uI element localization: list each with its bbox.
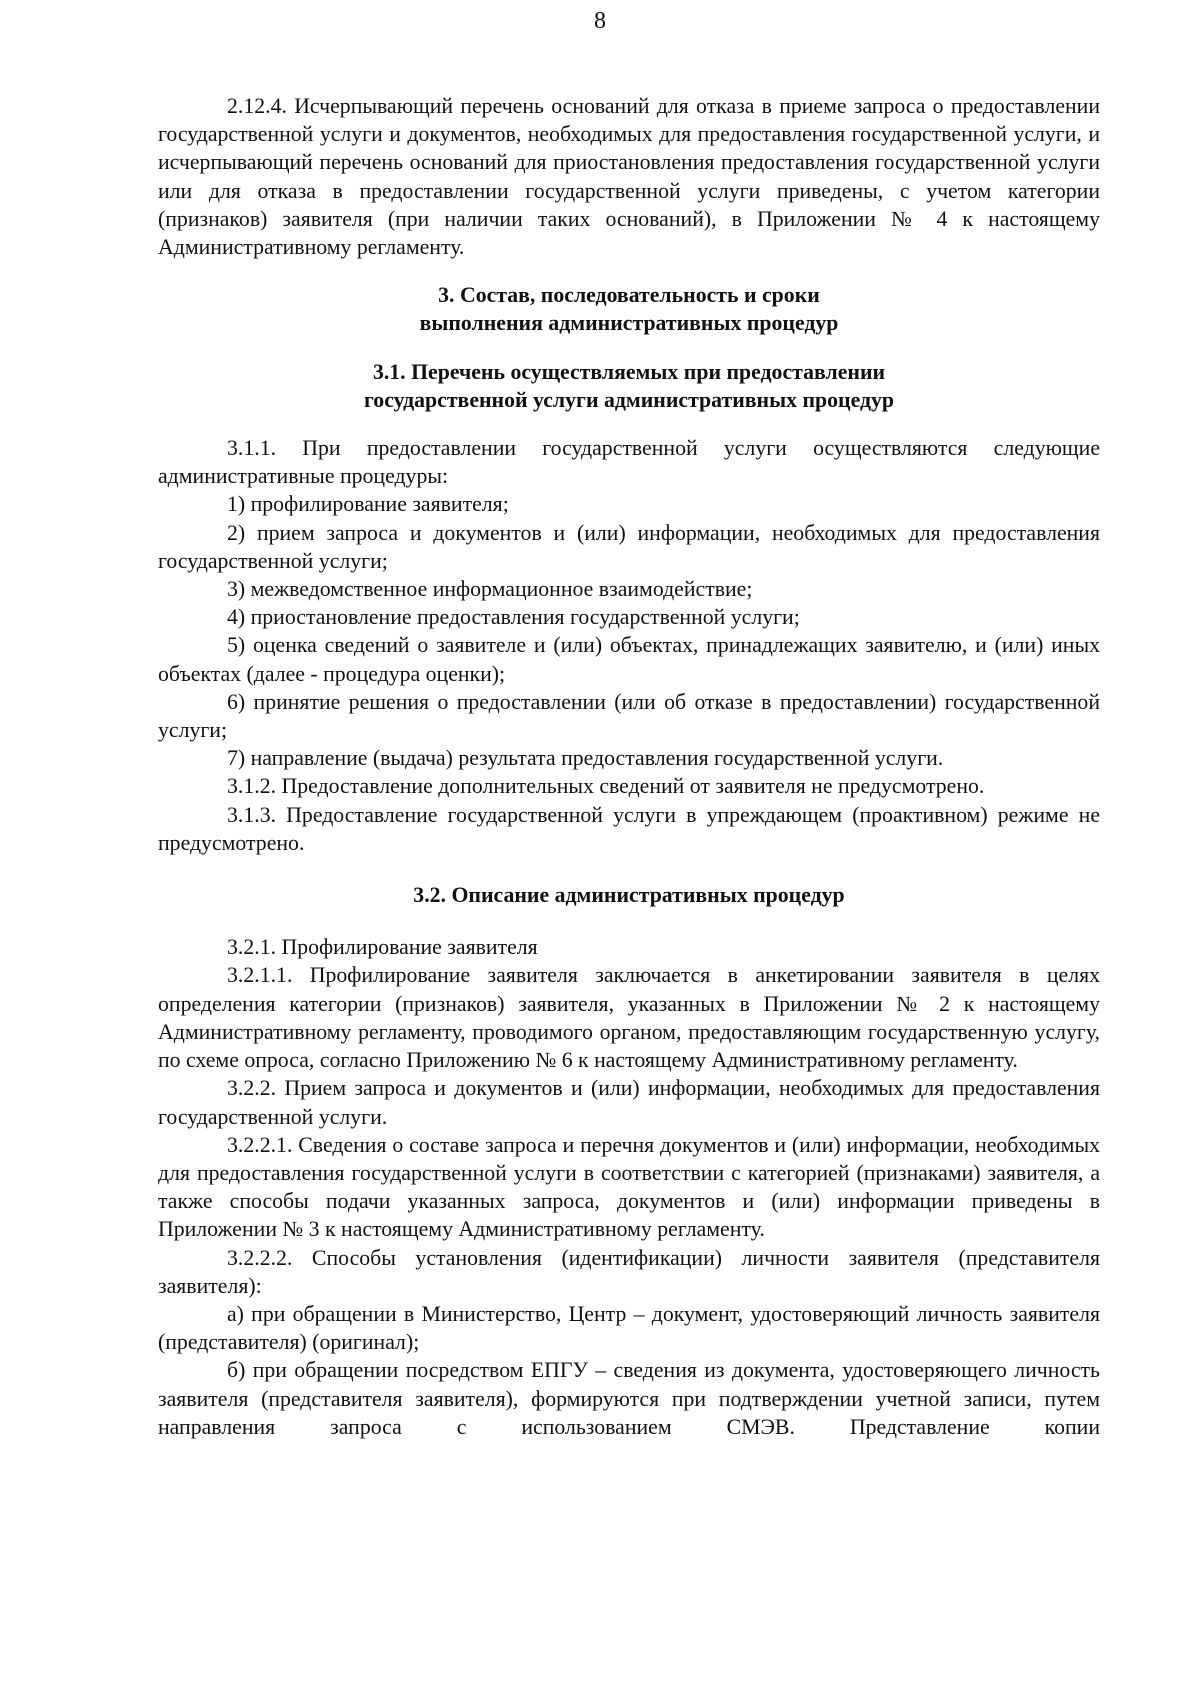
list-item: 2) прием запроса и документов и (или) информации, необходимых для предоставления государственной услуги; — [158, 520, 1100, 573]
paragraph-3-1-2: 3.1.2. Предоставление дополнительных сведений от заявителя не предусмотрено. — [227, 774, 985, 799]
list-item: 3) межведомственное информационное взаимодействие; — [227, 577, 753, 602]
paragraph-3-2-1-1: 3.2.1.1. Профилирование заявителя заключается в анкетировании заявителя в целях определения категории (признаков) заявителя, указанных в Приложении № 2 к настоящему Административному регламенту, проводимого органом, предоставляющим государственную услугу, по схеме опроса, согласно Приложению № 6 к настоящему Административному регламенту. — [158, 963, 1100, 1073]
paragraph-2-12-4: 2.12.4. Исчерпывающий перечень оснований для отказа в приеме запроса о предоставлении государственной услуги и документов, необходимых для предоставления государственной услуги, и исчерпывающий перечень оснований для приостановления предоставления государственной услуги или для отказа в предоставлении государственной услуги приведены, с учетом категории (признаков) заявителя (при наличии таких оснований), в Приложении № 4 к настоящему Административному регламенту. — [158, 94, 1100, 260]
paragraph-3-2-2-1: 3.2.2.1. Сведения о составе запроса и перечня документов и (или) информации, необходимых для предоставления государственной услуги в соответствии с категорией (признаками) заявителя, а также способы подачи указанных запроса, документов и (или) информации приведены в Приложении № 3 к настоящему Административному регламенту. — [158, 1132, 1100, 1242]
section-3-title-line1: 3. Состав, последовательность и сроки — [438, 283, 820, 308]
paragraph-3-2-2: 3.2.2. Прием запроса и документов и (или) информации, необходимых для предоставления государственной услуги. — [158, 1076, 1100, 1129]
paragraph-3-1-1: 3.1.1. При предоставлении государственной услуги осуществляются следующие административные процедуры: — [158, 436, 1100, 489]
paragraph-3-1-3: 3.1.3. Предоставление государственной услуги в упреждающем (проактивном) режиме не предусмотрено. — [158, 802, 1100, 855]
list-item: 5) оценка сведений о заявителе и (или) объектах, принадлежащих заявителю, и (или) иных объектах (далее - процедура оценки); — [158, 633, 1100, 686]
section-3-1-title-line2: государственной услуги административных процедур — [363, 387, 895, 412]
paragraph-3-2-2-2: 3.2.2.2. Способы установления (идентификации) личности заявителя (представителя заявителя): — [158, 1245, 1100, 1298]
list-item: 4) приостановление предоставления государственной услуги; — [227, 605, 800, 630]
section-3-heading — [158, 281, 1100, 337]
list-item: 6) принятие решения о предоставлении (или об отказе в предоставлении) государственной услуги; — [158, 689, 1100, 743]
page-number: 8 — [594, 8, 606, 34]
section-3-2-heading: 3.2. Описание административных процедур — [413, 883, 845, 908]
section-3-1-heading — [158, 358, 1100, 414]
paragraph-a: а) при обращении в Министерство, Центр – документ, удостоверяющий личность заявителя (представителя) (оригинал); — [158, 1301, 1100, 1355]
paragraph-3-2-1: 3.2.1. Профилирование заявителя — [227, 935, 538, 960]
section-3-1-title-line1: 3.1. Перечень осуществляемых при предоставлении — [372, 359, 886, 384]
section-3-title-line2: выполнения административных процедур — [419, 311, 839, 336]
list-item: 1) профилирование заявителя; — [227, 492, 509, 517]
list-item: 7) направление (выдача) результата предоставления государственной услуги. — [227, 746, 944, 771]
paragraph-b: б) при обращении посредством ЕПГУ – сведения из документа, удостоверяющего личность заявителя (представителя заявителя), формируются при подтверждении учетной записи, путем направления запроса с использованием СМЭВ. Представление копии — [158, 1358, 1100, 1439]
document-body — [158, 92, 1100, 1441]
